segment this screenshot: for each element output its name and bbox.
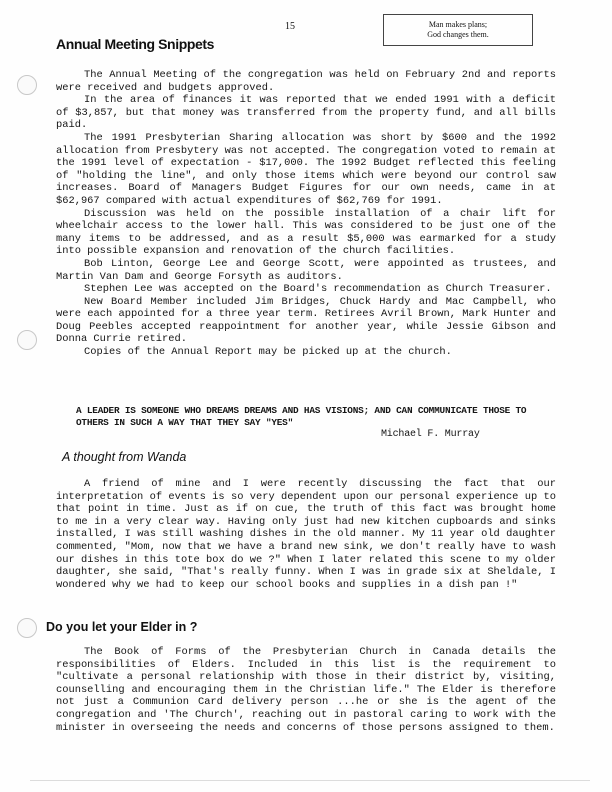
paragraph: Bob Linton, George Lee and George Scott, were appointed as trustees, and Martin Van Dam and George Forsyth as auditors. [56, 257, 556, 283]
paragraph: Copies of the Annual Report may be picked up at the church. [84, 346, 452, 359]
paragraph: A friend of mine and I were recently discussing the fact that our interpretation of events is so very dependent upon our personal experience up to that point in time. Just as if on cue, the truth of this fact was brought home to me in a very clear way. Having only just had new kitchen cupboards and sinks installed, I was still washing dishes in the old manner. My 11 year old daughter commented, "Mom, now that we have a brand new sink, we don't really have to wash our dishes in this tote box do we ?" When I later related this scene to my older daughter, she said, "That's really funny. When I was in grade six at Sheldale, I wondered why we had to keep our school books and supplies in a dish pan !" [56, 478, 556, 591]
binder-hole [17, 618, 37, 638]
page-number: 15 [285, 21, 295, 32]
paragraph: In the area of finances it was reported that we ended 1991 with a deficit of $3,857, but that money was transferred from the property fund, and all bills paid. [56, 94, 556, 132]
leader-quote-text: A LEADER IS SOMEONE WHO DREAMS DREAMS AND HAS VISIONS; AND CAN COMMUNICATE THOSE TO OTHERS IN SUCH A WAY THAT THEY SAY "YES" [76, 405, 527, 428]
section-title-elder: Do you let your Elder in ? [46, 620, 198, 634]
page-bottom-edge [30, 780, 590, 781]
quote-box-line: Man makes plans; [428, 20, 488, 29]
annual-meeting-body [56, 69, 556, 359]
section-title-wanda: A thought from Wanda [62, 450, 187, 464]
paragraph: Discussion was held on the possible installation of a chair lift for wheelchair access to the lower hall. This was considered to be just one of the many items to be addressed, and as a result $5,000 was earmarked for a study into possible expansion and renovation of the church facilities. [56, 207, 556, 258]
paragraph: The Annual Meeting of the congregation was held on February 2nd and reports were received and budgets approved. [56, 69, 556, 94]
elder-body [56, 646, 556, 734]
leader-quote [76, 405, 536, 440]
binder-hole [17, 330, 37, 350]
paragraph: New Board Member included Jim Bridges, Chuck Hardy and Mac Campbell, who were each appointed for a three year term. Retirees Avril Brown, Mark Hunter and Doug Peebles accepted reappointment for another year, while Jessie Gibson and Donna Currie retired. [56, 295, 556, 346]
paragraph: The Book of Forms of the Presbyterian Church in Canada details the responsibilities of Elders. Included in this list is the requirement to "cultivate a personal relationship with those in their district by, visiting, counselling and encouraging them in the Christian life." The Elder is therefore not just a Communion Card delivery person ...he or she is the agent of the congregation and 'The Church', reaching out in pastoral caring to work with the minister in overseeing the needs and concerns of those persons assigned to them. [56, 646, 556, 734]
leader-quote-attribution: Michael F. Murray [381, 429, 480, 440]
section-title-annual-meeting: Annual Meeting Snippets [56, 36, 215, 52]
quote-box-line: God changes them. [427, 30, 489, 39]
quote-box [383, 14, 533, 46]
paragraph: Stephen Lee was accepted on the Board's recommendation as Church Treasurer. [84, 283, 552, 296]
wanda-body [56, 478, 556, 591]
binder-hole [17, 75, 37, 95]
paragraph: The 1991 Presbyterian Sharing allocation was short by $600 and the 1992 allocation from Presbytery was not accepted. The congregation voted to remain at the 1991 level of expectation - $17,000. The 1992 Budget reflected this feeling of "holding the line", and only those items which were beyond our control saw increases. Board of Managers Budget Figures for our own needs, came in at $62,967 compared with actual expenditures of $62,769 for 1991. [56, 131, 556, 207]
